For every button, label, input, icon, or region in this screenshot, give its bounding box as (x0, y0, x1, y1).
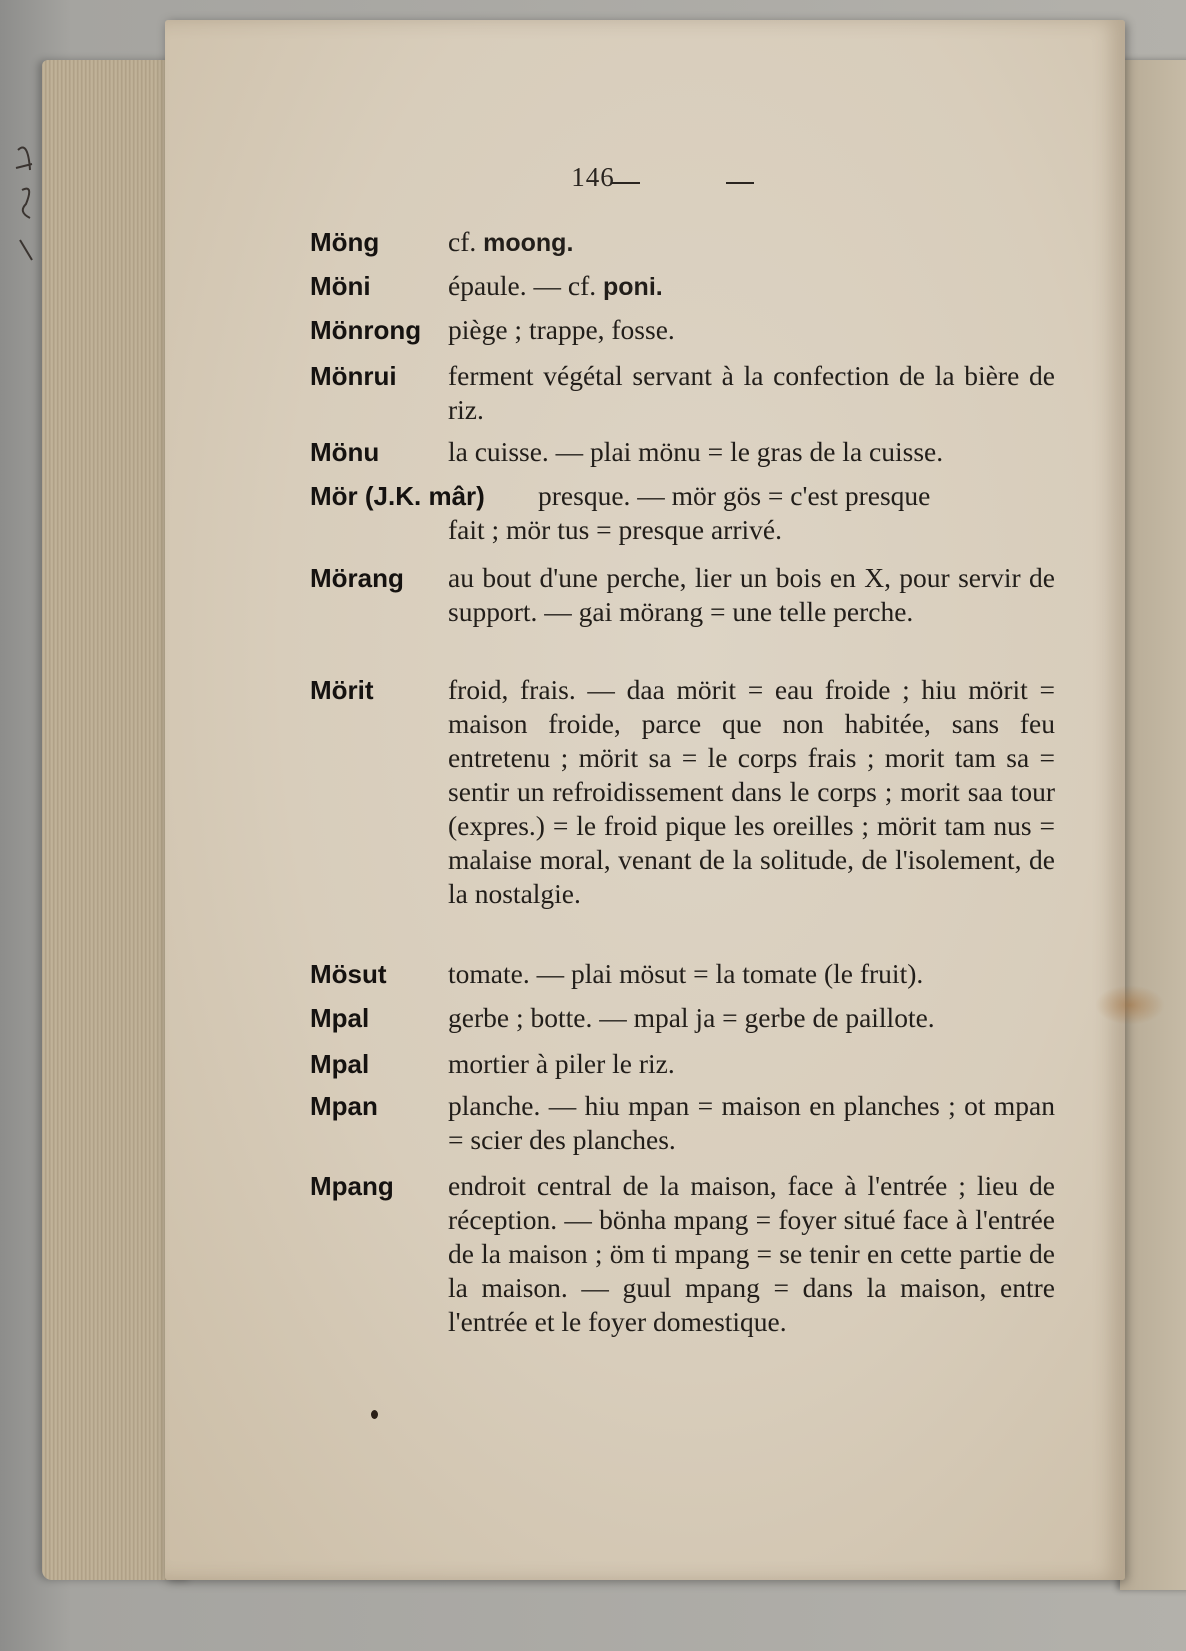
dictionary-entries (310, 225, 1055, 1379)
definition: planche. — hiu mpan = maison en planches ; ot mpan = scier des planches. (448, 1090, 1055, 1155)
entry-mpang (310, 1169, 1055, 1379)
entry-mong (310, 225, 1055, 269)
headword: Möng (310, 227, 380, 257)
entry-morang (310, 555, 1055, 669)
page-number-value: 146 (571, 162, 615, 192)
entry-monrui (310, 359, 1055, 435)
entry-mosut (310, 957, 1055, 1001)
headword: Mpal (310, 1049, 370, 1079)
definition: gerbe ; botte. — mpal ja = gerbe de paillote. (448, 1002, 935, 1033)
page-number-dash-right (726, 182, 754, 184)
entry-mor (310, 479, 1055, 555)
stain-mark (1095, 985, 1165, 1025)
entry-mpan (310, 1089, 1055, 1169)
entry-mpal-2 (310, 1047, 1055, 1089)
headword: Mörang (310, 563, 404, 593)
entry-monrong (310, 313, 1055, 359)
headword: Mönrong (310, 315, 422, 345)
headword: Mörit (310, 675, 374, 705)
headword: Mönu (310, 437, 380, 467)
entry-morit (310, 669, 1055, 957)
ink-dot (371, 1410, 378, 1419)
definition: froid, frais. — daa mörit = eau froide ; hiu mörit = maison froide, parce que non habitée, sans feu entretenu ; mörit sa = le corps frais ; morit tam sa = sentir un refroidissement dans le corps ; morit saa tour (expres.) = le froid pique les oreilles ; mörit tam nus = malaise moral, venant de la solitude, de l'isolement, de la nostalgie. (448, 674, 1055, 909)
definition: au bout d'une perche, lier un bois en X, pour servir de support. — gai mörang = une telle perche. (448, 562, 1055, 627)
headword: Mpang (310, 1171, 394, 1201)
entry-mpal-1 (310, 1001, 1055, 1047)
definition: endroit central de la maison, face à l'entrée ; lieu de réception. — bönha mpang = foyer situé face à l'entrée de la maison ; öm ti mpang = se tenir en cette partie de la maison. — guul mpang = dans la maison, entre l'entrée et le foyer domestique. (448, 1170, 1055, 1337)
definition: piège ; trappe, fosse. (448, 314, 675, 345)
definition: mortier à piler le riz. (448, 1048, 675, 1079)
definition: tomate. — plai mösut = la tomate (le fruit). (448, 958, 924, 989)
page-number (0, 162, 1186, 193)
definition: cf. moong. (448, 226, 574, 257)
entry-moni (310, 269, 1055, 313)
headword: Mönrui (310, 361, 397, 391)
headword: Mör (J.K. mâr) (310, 481, 485, 511)
entry-monu (310, 435, 1055, 479)
facing-page (1120, 60, 1186, 1590)
headword: Möni (310, 271, 371, 301)
definition-continuation: fait ; mör tus = presque arrivé. (448, 514, 782, 545)
headword: Mösut (310, 959, 387, 989)
definition: épaule. — cf. poni. (448, 270, 663, 301)
headword: Mpal (310, 1003, 370, 1033)
headword: Mpan (310, 1091, 378, 1121)
definition: ferment végétal servant à la confection de la bière de riz. (448, 360, 1055, 425)
definition: la cuisse. — plai mönu = le gras de la cuisse. (448, 436, 944, 467)
definition-first-line: presque. — mör gös = c'est presque (538, 480, 931, 511)
